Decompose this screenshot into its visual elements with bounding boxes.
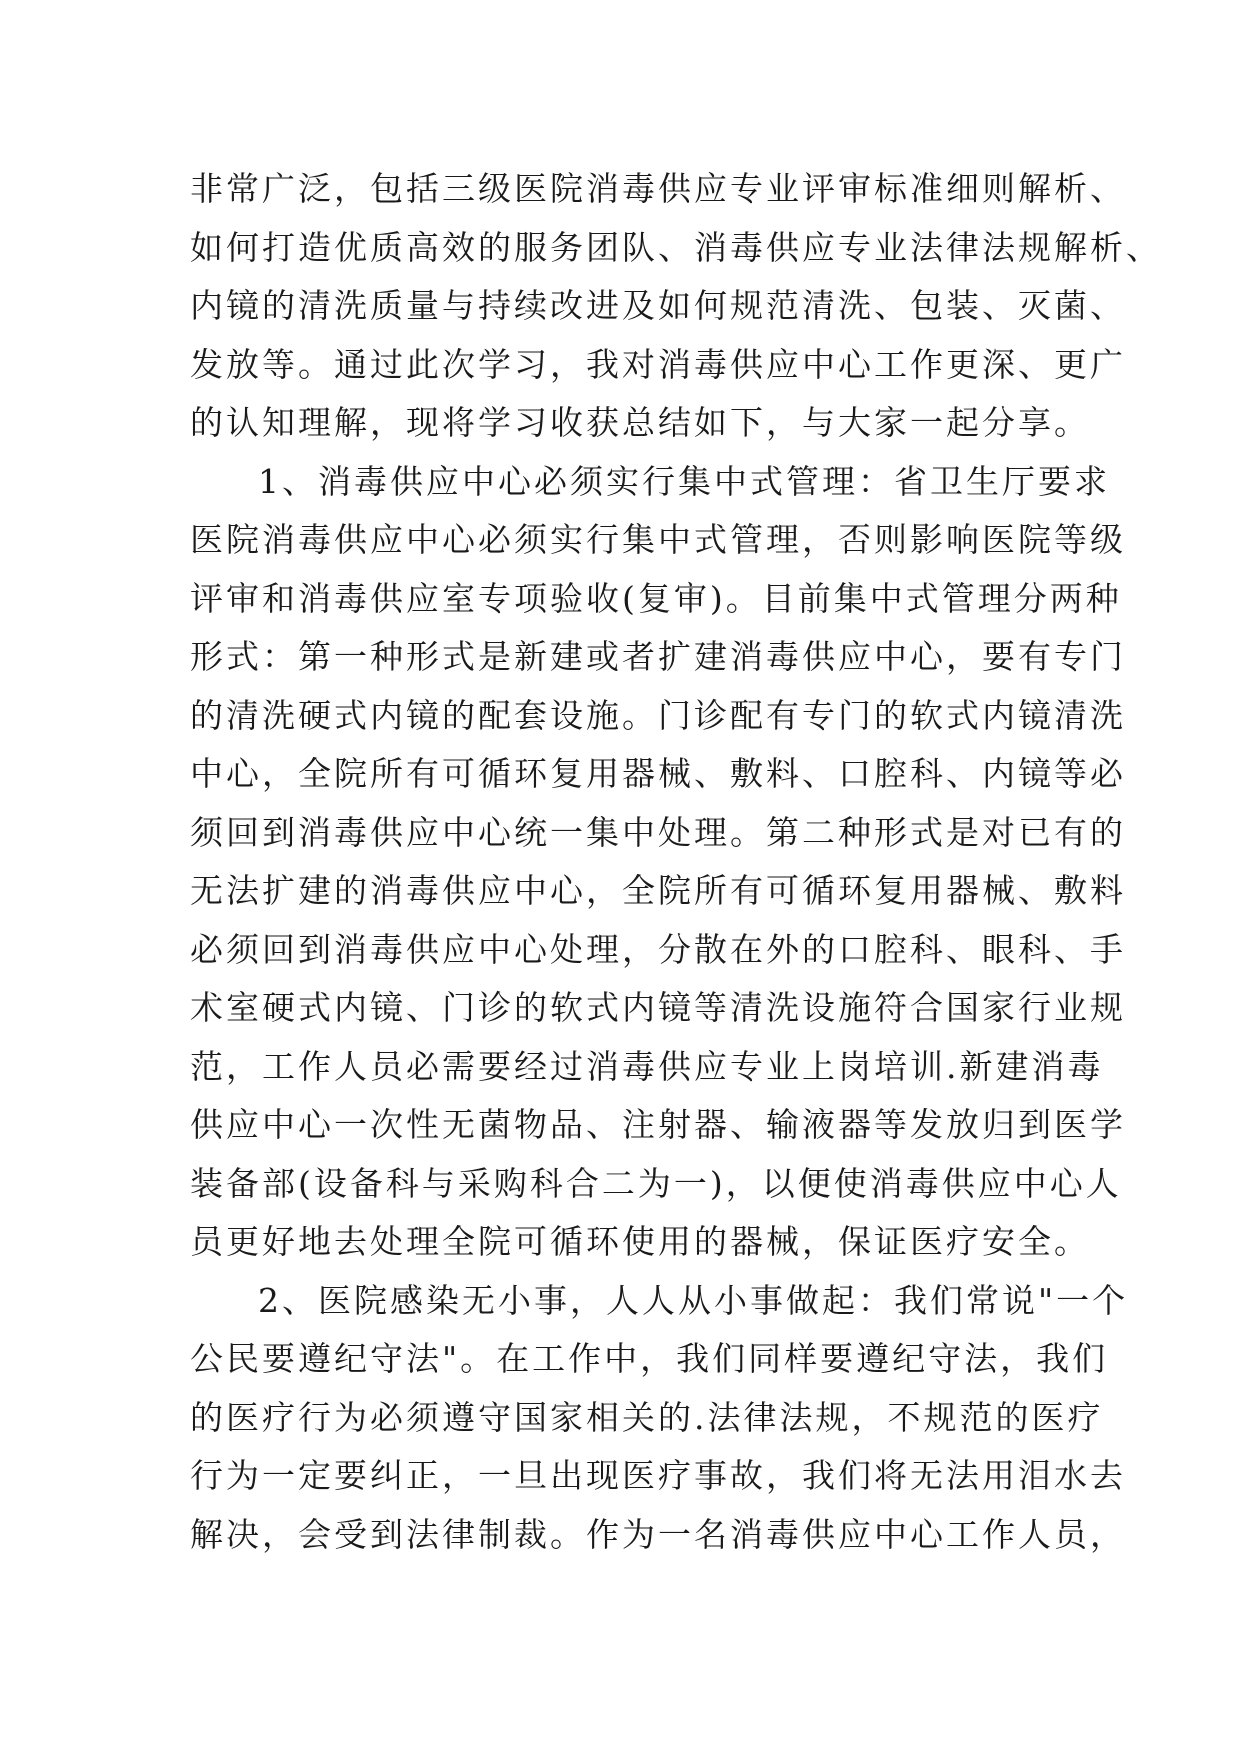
text-line: 的医疗行为必须遵守国家相关的.法律法规，不规范的医疗 xyxy=(190,1397,1104,1437)
paragraph xyxy=(190,1272,1129,1565)
text-line: 中心，全院所有可循环复用器械、敷料、口腔科、内镜等必 xyxy=(190,754,1126,793)
text-line: 解决，会受到法律制裁。作为一名消毒供应中心工作人员， xyxy=(190,1514,1126,1554)
text-line: 须回到消毒供应中心统一集中处理。第二种形式是对已有的 xyxy=(190,812,1126,852)
text-line: 的清洗硬式内镜的配套设施。门诊配有专门的软式内镜清洗 xyxy=(190,695,1126,735)
text-line: 内镜的清洗质量与持续改进及如何规范清洗、包装、灭菌、 xyxy=(190,286,1126,325)
text-line: 发放等。通过此次学习，我对消毒供应中心工作更深、更广 xyxy=(190,344,1126,384)
text-line: 无法扩建的消毒供应中心，全院所有可循环复用器械、敷料 xyxy=(190,871,1126,910)
text-line: 的认知理解，现将学习收获总结如下，与大家一起分享。 xyxy=(190,403,1090,442)
text-line: 员更好地去处理全院可循环使用的器械，保证医疗安全。 xyxy=(190,1222,1090,1261)
text-line: 非常广泛，包括三级医院消毒供应专业评审标准细则解析、 xyxy=(190,169,1126,208)
text-line: 行为一定要纠正，一旦出现医疗事故，我们将无法用泪水去 xyxy=(190,1456,1126,1495)
document-body xyxy=(190,160,1162,1564)
text-line: 公民要遵纪守法"。在工作中，我们同样要遵纪守法，我们 xyxy=(190,1339,1109,1378)
text-line: 评审和消毒供应室专项验收(复审)。目前集中式管理分两种 xyxy=(190,578,1122,618)
text-line: 1、消毒供应中心必须实行集中式管理：省卫生厅要求 xyxy=(258,461,1110,501)
text-line: 必须回到消毒供应中心处理，分散在外的口腔科、眼科、手 xyxy=(190,929,1126,969)
text-line: 范，工作人员必需要经过消毒供应专业上岗培训.新建消毒 xyxy=(190,1046,1104,1086)
text-line: 医院消毒供应中心必须实行集中式管理，否则影响医院等级 xyxy=(190,520,1126,559)
text-line: 如何打造优质高效的服务团队、消毒供应专业法律法规解析、 xyxy=(190,227,1162,267)
text-line: 形式：第一种形式是新建或者扩建消毒供应中心，要有专门 xyxy=(190,637,1126,676)
text-line: 供应中心一次性无菌物品、注射器、输液器等发放归到医学 xyxy=(190,1105,1126,1144)
paragraph xyxy=(190,160,1162,453)
text-line: 2、医院感染无小事，人人从小事做起：我们常说"一个 xyxy=(258,1280,1129,1320)
paragraph xyxy=(190,453,1126,1272)
text-line: 术室硬式内镜、门诊的软式内镜等清洗设施符合国家行业规 xyxy=(190,988,1126,1027)
text-line: 装备部(设备科与采购科合二为一)，以便使消毒供应中心人 xyxy=(190,1163,1122,1203)
